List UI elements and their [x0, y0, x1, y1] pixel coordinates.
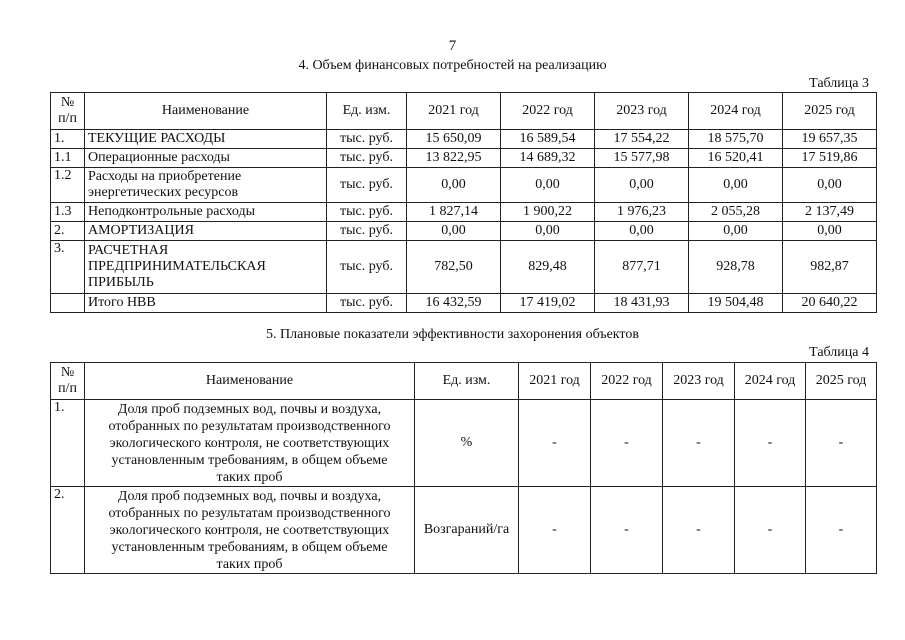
header-unit: Ед. изм. — [415, 363, 519, 400]
row-unit: тыс. руб. — [327, 149, 407, 168]
table-row — [51, 149, 877, 168]
table-row — [51, 203, 877, 222]
section-5-title: 5. Плановые показатели эффективности захоронения объектов — [266, 327, 639, 342]
row-unit: тыс. руб. — [327, 294, 407, 313]
page-number: 7 — [448, 38, 457, 54]
row-value: 17 519,86 — [783, 149, 877, 168]
header-2025: 2025 год — [806, 363, 877, 400]
row-num: 2. — [51, 222, 85, 241]
row-value: 15 650,09 — [407, 130, 501, 149]
header-2024: 2024 год — [735, 363, 806, 400]
row-value: 20 640,22 — [783, 294, 877, 313]
row-value: - — [519, 487, 591, 574]
row-value: 18 431,93 — [595, 294, 689, 313]
row-value: 2 137,49 — [783, 203, 877, 222]
row-num: 1. — [51, 400, 85, 487]
row-value: 877,71 — [595, 241, 689, 294]
row-value: 0,00 — [783, 168, 877, 203]
table-row — [51, 400, 877, 487]
row-value: - — [806, 487, 877, 574]
row-value: 16 432,59 — [407, 294, 501, 313]
row-value: 17 419,02 — [501, 294, 595, 313]
row-value: - — [591, 487, 663, 574]
row-value: 0,00 — [501, 168, 595, 203]
row-value: 19 657,35 — [783, 130, 877, 149]
row-value: - — [806, 400, 877, 487]
row-value: 2 055,28 — [689, 203, 783, 222]
row-value: 17 554,22 — [595, 130, 689, 149]
row-name: АМОРТИЗАЦИЯ — [85, 222, 327, 241]
row-value: 829,48 — [501, 241, 595, 294]
row-name: РАСЧЕТНАЯ ПРЕДПРИНИМАТЕЛЬСКАЯ ПРИБЫЛЬ — [85, 241, 327, 294]
header-2021: 2021 год — [407, 93, 501, 130]
header-2022: 2022 год — [591, 363, 663, 400]
table-row — [51, 241, 877, 294]
row-value: 0,00 — [501, 222, 595, 241]
row-value: 0,00 — [689, 168, 783, 203]
table-row — [51, 487, 877, 574]
header-2021: 2021 год — [519, 363, 591, 400]
row-unit: тыс. руб. — [327, 168, 407, 203]
row-num: 1. — [51, 130, 85, 149]
row-value: - — [591, 400, 663, 487]
row-name: Операционные расходы — [85, 149, 327, 168]
header-unit: Ед. изм. — [327, 93, 407, 130]
header-2024: 2024 год — [689, 93, 783, 130]
row-unit: % — [415, 400, 519, 487]
row-unit: тыс. руб. — [327, 130, 407, 149]
header-2022: 2022 год — [501, 93, 595, 130]
row-value: 0,00 — [689, 222, 783, 241]
row-value: 0,00 — [783, 222, 877, 241]
row-value: - — [735, 487, 806, 574]
header-num: № п/п — [51, 93, 85, 130]
row-value: - — [519, 400, 591, 487]
row-name: Доля проб подземных вод, почвы и воздуха, отобранных по результатам производственного экологического контроля, не соответствующих установленным требованиям, в общем объеме таких проб — [85, 487, 415, 574]
row-value: 928,78 — [689, 241, 783, 294]
row-name: ТЕКУЩИЕ РАСХОДЫ — [85, 130, 327, 149]
row-unit: тыс. руб. — [327, 241, 407, 294]
table-row — [51, 222, 877, 241]
row-value: 16 520,41 — [689, 149, 783, 168]
row-value: 0,00 — [407, 168, 501, 203]
header-2023: 2023 год — [663, 363, 735, 400]
row-name: Неподконтрольные расходы — [85, 203, 327, 222]
table-row — [51, 130, 877, 149]
row-value: 0,00 — [595, 222, 689, 241]
table-4-header-row — [51, 363, 877, 400]
header-2023: 2023 год — [595, 93, 689, 130]
row-value: 0,00 — [407, 222, 501, 241]
row-num: 1.1 — [51, 149, 85, 168]
table-3 — [50, 92, 877, 313]
row-value: - — [663, 400, 735, 487]
header-name: Наименование — [85, 93, 327, 130]
table-4-label: Таблица 4 — [809, 345, 869, 360]
header-name: Наименование — [85, 363, 415, 400]
row-name: Доля проб подземных вод, почвы и воздуха, отобранных по результатам производственного экологического контроля, не соответствующих установленным требованиям, в общем объеме таких проб — [85, 400, 415, 487]
row-unit: тыс. руб. — [327, 203, 407, 222]
section-4-title: 4. Объем финансовых потребностей на реализацию — [298, 58, 607, 73]
header-2025: 2025 год — [783, 93, 877, 130]
row-value: - — [735, 400, 806, 487]
row-num: 1.2 — [51, 168, 85, 203]
row-value: 782,50 — [407, 241, 501, 294]
row-value: 13 822,95 — [407, 149, 501, 168]
row-value: 19 504,48 — [689, 294, 783, 313]
row-value: 1 827,14 — [407, 203, 501, 222]
table-row-total — [51, 294, 877, 313]
row-value: 18 575,70 — [689, 130, 783, 149]
table-3-label: Таблица 3 — [809, 76, 869, 91]
row-value: 15 577,98 — [595, 149, 689, 168]
row-value: 14 689,32 — [501, 149, 595, 168]
row-num — [51, 294, 85, 313]
header-num: № п/п — [51, 363, 85, 400]
table-4 — [50, 362, 877, 574]
row-value: 1 900,22 — [501, 203, 595, 222]
row-name: Расходы на приобретение энергетических ресурсов — [85, 168, 327, 203]
row-num: 3. — [51, 241, 85, 294]
row-value: - — [663, 487, 735, 574]
row-num: 2. — [51, 487, 85, 574]
table-row — [51, 168, 877, 203]
row-value: 1 976,23 — [595, 203, 689, 222]
row-value: 16 589,54 — [501, 130, 595, 149]
row-unit: Возгараний/га — [415, 487, 519, 574]
row-name: Итого НВВ — [85, 294, 327, 313]
table-3-header-row — [51, 93, 877, 130]
row-value: 0,00 — [595, 168, 689, 203]
row-num: 1.3 — [51, 203, 85, 222]
row-unit: тыс. руб. — [327, 222, 407, 241]
row-value: 982,87 — [783, 241, 877, 294]
